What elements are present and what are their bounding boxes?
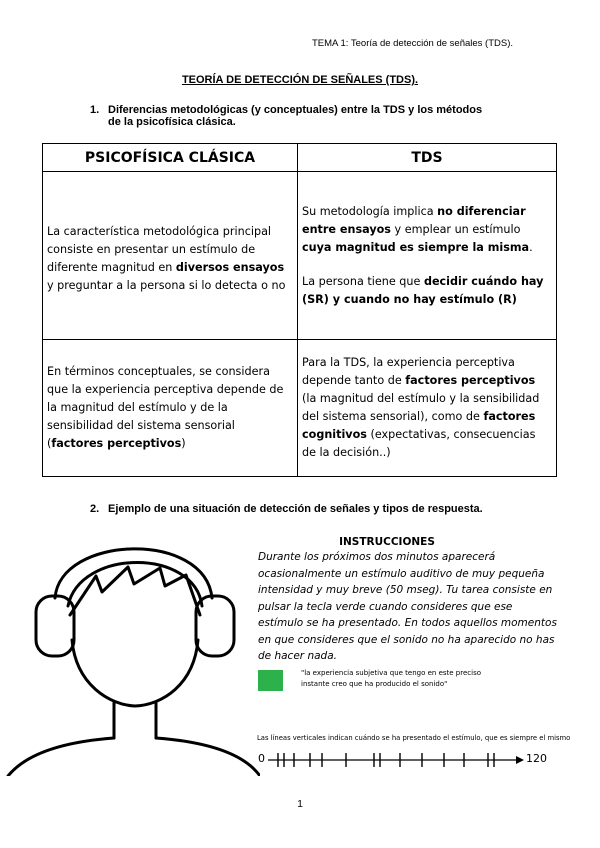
- section-1-heading-line1: Diferencias metodológicas (y conceptuales) entre la TDS y los métodos: [108, 104, 483, 116]
- header-tds: TDS: [298, 144, 557, 172]
- person-with-headphones-illustration: [0, 520, 260, 776]
- green-key[interactable]: [258, 670, 283, 691]
- stimulus-timeline: [268, 748, 528, 772]
- timeline-arrow: [516, 756, 524, 764]
- headband: [55, 549, 212, 598]
- instructions-title: INSTRUCCIONES: [339, 536, 435, 548]
- timeline-end-label: 120: [526, 752, 547, 765]
- timeline-start-label: 0: [258, 752, 265, 765]
- cell-tds-concept: Para la TDS, la experiencia perceptiva depende tanto de factores perceptivos (la magnitud del estímulo y la sensibilidad del sistema sensorial), como de factores cognitivos (expectativas, consecuencias de la decisión..): [298, 340, 557, 477]
- header-psicofisica-clasica: PSICOFÍSICA CLÁSICA: [43, 144, 298, 172]
- cell-tds-methodology: Su metodología implica no diferenciar entre ensayos y emplear un estímulo cuya magnitud es siempre la misma. La persona tiene que decidir cuándo hay (SR) y cuando no hay estímulo (R): [298, 172, 557, 340]
- document-title: TEORÍA DE DETECCIÓN DE SEÑALES (TDS).: [181, 74, 419, 86]
- subjective-experience-note: "la experiencia subjetiva que tengo en este preciso instante creo que ha producido el sonido": [301, 669, 482, 688]
- section-2-number: 2.: [90, 503, 100, 515]
- timeline-note: Las líneas verticales indican cuándo se ha presentado el estímulo, que es siempre el mismo: [257, 734, 571, 742]
- section-1-number: 1.: [90, 104, 100, 116]
- section-1-heading: [90, 104, 550, 128]
- instructions-body: Durante los próximos dos minutos aparecerá ocasionalmente un estímulo auditivo de muy pequeña intensidad y muy breve (50 mseg). Tu tarea consiste en pulsar la tecla verde cuando consideres que ese estímulo se ha presentado. En todos aquellos momentos en que consideres que el sonido no ha aparecido no has de hacer nada.: [258, 551, 557, 662]
- section-2-heading: [90, 503, 560, 515]
- cell-classic-methodology: La característica metodológica principal consiste en presentar un estímulo de diferente magnitud en diversos ensayos y preguntar a la persona si lo detecta o no: [43, 172, 298, 340]
- comparison-table: [42, 143, 557, 477]
- header-note: TEMA 1: Teoría de detección de señales (TDS).: [312, 38, 514, 49]
- section-2-heading-text: Ejemplo de una situación de detección de señales y tipos de respuesta.: [108, 503, 483, 515]
- page-number: 1: [297, 798, 303, 810]
- cell-classic-concept: En términos conceptuales, se considera que la experiencia perceptiva depende de la magnitud del estímulo y de la sensibilidad del sistema sensorial (factores perceptivos): [43, 340, 298, 477]
- section-1-heading-line2: de la psicofísica clásica.: [108, 116, 236, 128]
- section-1-heading-text: [108, 104, 482, 128]
